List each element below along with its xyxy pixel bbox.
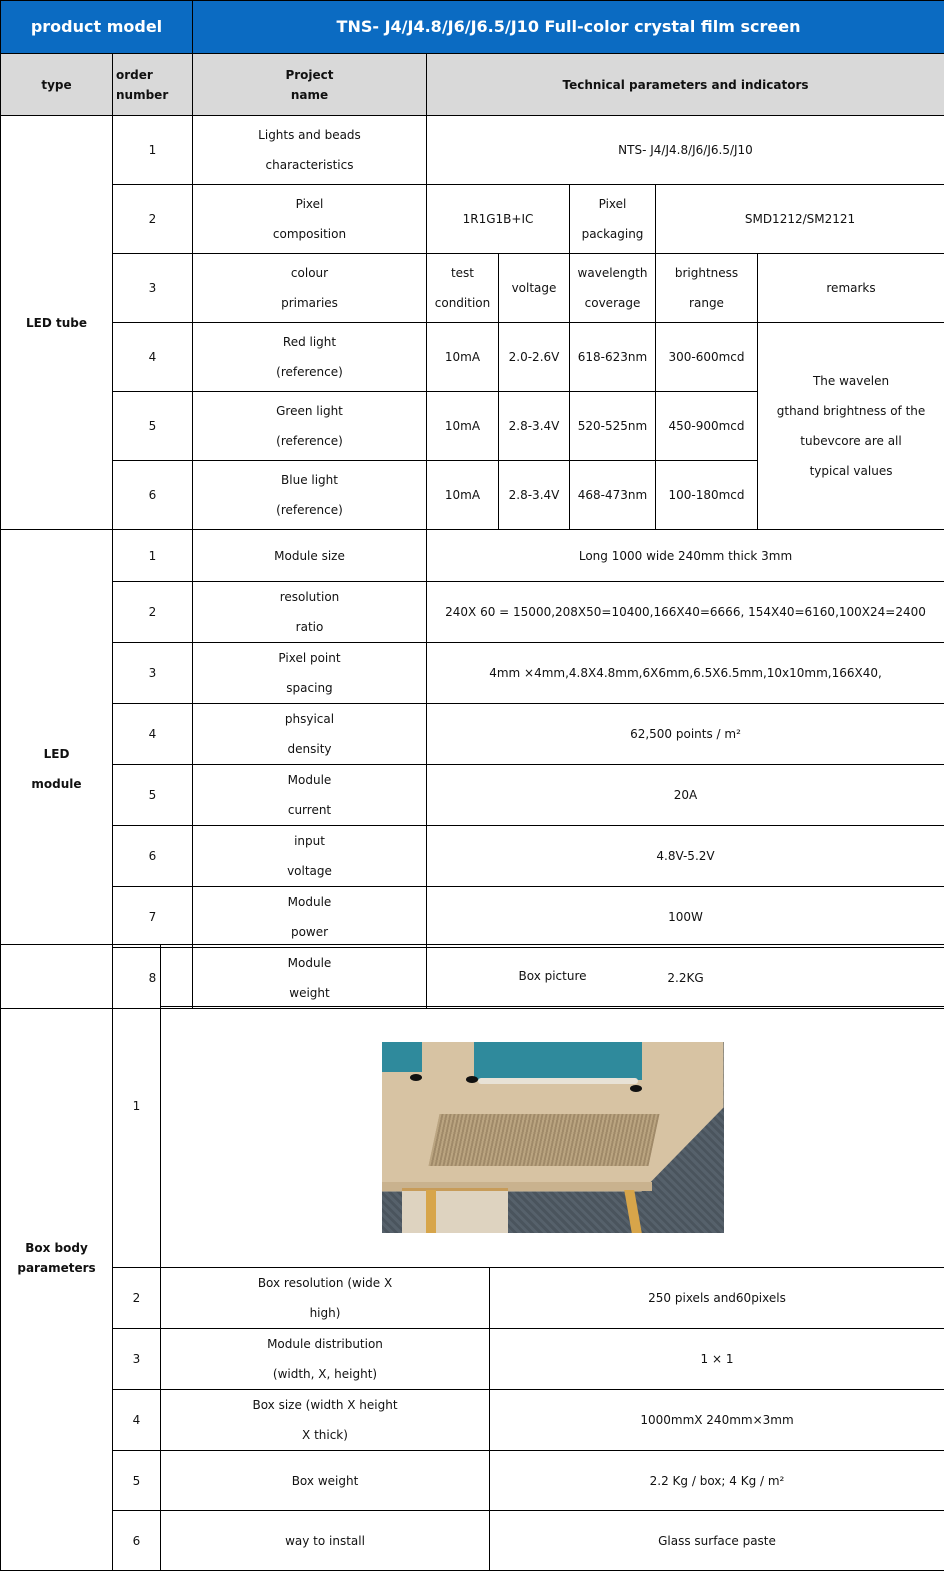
- name-line-1: Green light: [276, 404, 343, 418]
- brightness-value: 300-600mcd: [656, 323, 758, 392]
- table-row: [1, 1511, 944, 1571]
- col-project-name-2: name: [291, 88, 328, 102]
- name-line-2: characteristics: [266, 158, 354, 172]
- box-picture-label: Box picture: [161, 945, 944, 1007]
- value-cell: 240X 60 = 15000,208X50=10400,166X40=6666, 154X40=6160,100X24=2400: [427, 582, 944, 643]
- table-row: [1, 826, 944, 887]
- subhead-line-2: condition: [435, 296, 490, 310]
- wavelength-value: 618-623nm: [570, 323, 656, 392]
- project-name: [193, 704, 427, 765]
- pkg-label-1: Pixel: [599, 197, 627, 211]
- name-line-2: (reference): [276, 503, 343, 517]
- value-cell: 100W: [427, 887, 944, 948]
- value-cell: 1000mmX 240mm×3mm: [490, 1390, 944, 1451]
- table-row: [1, 887, 944, 948]
- wavelength-value: 468-473nm: [570, 461, 656, 530]
- order-no: 7: [113, 887, 193, 948]
- name-line-2: (reference): [276, 434, 343, 448]
- order-no: 6: [113, 461, 193, 530]
- test-value: 10mA: [427, 392, 499, 461]
- table-row: [1, 765, 944, 826]
- name-line-2: (reference): [276, 365, 343, 379]
- name-line-1: phsyical: [285, 712, 334, 726]
- subhead-brightness: [656, 254, 758, 323]
- pixel-packaging-label: [570, 185, 656, 254]
- name-line-1: Lights and beads: [258, 128, 361, 142]
- table-row: [1, 1268, 944, 1329]
- table-row: [1, 582, 944, 643]
- value-cell: 20A: [427, 765, 944, 826]
- header-row: [1, 1, 944, 54]
- project-name: [161, 1390, 490, 1451]
- name-line-2: weight: [289, 986, 329, 1000]
- remark-line-1: The wavelen: [813, 374, 889, 388]
- pixel-packaging-value: SMD1212/SM2121: [656, 185, 944, 254]
- name-line-1: Blue light: [281, 473, 338, 487]
- project-name: Box weight: [161, 1451, 490, 1511]
- name-line-2: X thick): [302, 1428, 348, 1442]
- subhead-wavelength: [570, 254, 656, 323]
- project-name: [161, 1329, 490, 1390]
- order-no: 6: [113, 826, 193, 887]
- project-name: [193, 582, 427, 643]
- name-line-1: Box resolution (wide X: [258, 1276, 392, 1290]
- product-title: TNS- J4/J4.8/J6/J6.5/J10 Full-color crystal film screen: [193, 1, 944, 54]
- project-name: [161, 1268, 490, 1329]
- name-line-1: input: [294, 834, 325, 848]
- value-cell: Glass surface paste: [490, 1511, 944, 1571]
- project-name: [193, 323, 427, 392]
- order-no: 4: [113, 323, 193, 392]
- order-no: 3: [113, 254, 193, 323]
- name-line-1: colour: [291, 266, 328, 280]
- spec-table-box: [0, 944, 944, 1571]
- voltage-value: 2.8-3.4V: [499, 392, 570, 461]
- subhead-line-2: range: [689, 296, 724, 310]
- name-line-2: voltage: [287, 864, 332, 878]
- wavelength-value: 520-525nm: [570, 392, 656, 461]
- table-row: [1, 704, 944, 765]
- table-row: [1, 530, 944, 582]
- name-line-1: Module: [288, 956, 332, 970]
- order-no: 2: [113, 582, 193, 643]
- name-line-1: Box size (width X height: [252, 1398, 397, 1412]
- box-picture-cell: [161, 1007, 944, 1268]
- order-no: 3: [113, 643, 193, 704]
- remark-line-4: typical values: [810, 464, 893, 478]
- order-no: 6: [113, 1511, 161, 1571]
- crystal-film-panel: [428, 1114, 659, 1166]
- table-row: [1, 185, 944, 254]
- table-row: [1, 254, 944, 323]
- name-line-1: Module: [288, 895, 332, 909]
- order-no: 8: [113, 948, 193, 1009]
- name-line-2: current: [288, 803, 331, 817]
- project-name: [193, 643, 427, 704]
- order-no: 3: [113, 1329, 161, 1390]
- type-line-1: Box body: [25, 1241, 88, 1255]
- name-line-2: high): [310, 1306, 341, 1320]
- value-cell: 62,500 points / m²: [427, 704, 944, 765]
- name-line-2: primaries: [281, 296, 338, 310]
- test-value: 10mA: [427, 323, 499, 392]
- table-row: [1, 1451, 944, 1511]
- value-cell: 4.8V-5.2V: [427, 826, 944, 887]
- name-line-2: ratio: [296, 620, 324, 634]
- value-cell: 2.2 Kg / box; 4 Kg / m²: [490, 1451, 944, 1511]
- table-row: [1, 1329, 944, 1390]
- project-name: [193, 392, 427, 461]
- subhead-voltage: voltage: [499, 254, 570, 323]
- order-no: 4: [113, 1390, 161, 1451]
- remarks-value: [758, 323, 944, 530]
- project-name: Module size: [193, 530, 427, 582]
- name-line-2: composition: [273, 227, 346, 241]
- value-cell: NTS- J4/J4.8/J6/J6.5/J10: [427, 116, 944, 185]
- subhead-test-condition: [427, 254, 499, 323]
- project-name: way to install: [161, 1511, 490, 1571]
- order-no: 5: [113, 392, 193, 461]
- name-line-1: resolution: [280, 590, 340, 604]
- name-line-2: spacing: [286, 681, 332, 695]
- voltage-value: 2.0-2.6V: [499, 323, 570, 392]
- column-header-row: [1, 54, 944, 116]
- brightness-value: 450-900mcd: [656, 392, 758, 461]
- value-cell: 4mm ×4mm,4.8X4.8mm,6X6mm,6.5X6.5mm,10x10mm,166X40,: [427, 643, 944, 704]
- subhead-remarks: remarks: [758, 254, 944, 323]
- order-no: 4: [113, 704, 193, 765]
- type-box-body: [1, 945, 113, 1571]
- project-name: [193, 887, 427, 948]
- brightness-value: 100-180mcd: [656, 461, 758, 530]
- product-model-label: product model: [1, 1, 193, 54]
- subhead-line-1: wavelength: [578, 266, 648, 280]
- order-no: 2: [113, 185, 193, 254]
- project-name: [193, 826, 427, 887]
- project-name: [193, 461, 427, 530]
- remark-line-3: tubevcore are all: [800, 434, 901, 448]
- box-photo: [382, 1042, 724, 1233]
- table-row: [1, 323, 944, 392]
- table-row: [1, 116, 944, 185]
- table-row: [1, 643, 944, 704]
- name-line-1: Red light: [283, 335, 336, 349]
- subhead-line-2: coverage: [585, 296, 641, 310]
- test-value: 10mA: [427, 461, 499, 530]
- col-project-name-1: Project: [285, 68, 333, 82]
- order-no: 5: [113, 1451, 161, 1511]
- value-cell: 1 × 1: [490, 1329, 944, 1390]
- table-row: [1, 1390, 944, 1451]
- type-line-2: module: [31, 777, 81, 791]
- type-led-module: [1, 530, 113, 1009]
- name-line-2: (width, X, height): [273, 1367, 377, 1381]
- order-no: 1: [113, 116, 193, 185]
- order-no: 2: [113, 1268, 161, 1329]
- table-row: [1, 945, 944, 1007]
- project-name: [193, 185, 427, 254]
- name-line-1: Pixel point: [278, 651, 340, 665]
- subhead-line-1: test: [451, 266, 474, 280]
- value-cell: Long 1000 wide 240mm thick 3mm: [427, 530, 944, 582]
- col-technical: Technical parameters and indicators: [427, 54, 944, 116]
- name-line-2: power: [291, 925, 328, 939]
- pkg-label-2: packaging: [582, 227, 644, 241]
- col-order-number-text: order number: [116, 68, 168, 102]
- value-cell: 250 pixels and60pixels: [490, 1268, 944, 1329]
- project-name: [193, 254, 427, 323]
- name-line-1: Module distribution: [267, 1337, 383, 1351]
- pixel-composition-value: 1R1G1B+IC: [427, 185, 570, 254]
- col-type: type: [1, 54, 113, 116]
- type-led-tube: LED tube: [1, 116, 113, 530]
- name-line-1: Pixel: [296, 197, 324, 211]
- col-order-number: [113, 54, 193, 116]
- type-line-1: LED: [44, 747, 70, 761]
- name-line-1: Module: [288, 773, 332, 787]
- voltage-value: 2.8-3.4V: [499, 461, 570, 530]
- order-no: 5: [113, 765, 193, 826]
- project-name: [193, 765, 427, 826]
- col-project-name: [193, 54, 427, 116]
- subhead-line-1: brightness: [675, 266, 738, 280]
- order-no: 1: [113, 945, 161, 1268]
- remark-line-2: gthand brightness of the: [777, 404, 926, 418]
- value-cell: 2.2KG: [427, 948, 944, 1009]
- name-line-2: density: [288, 742, 332, 756]
- order-no: 1: [113, 530, 193, 582]
- project-name: [193, 116, 427, 185]
- type-line-2: parameters: [17, 1261, 95, 1275]
